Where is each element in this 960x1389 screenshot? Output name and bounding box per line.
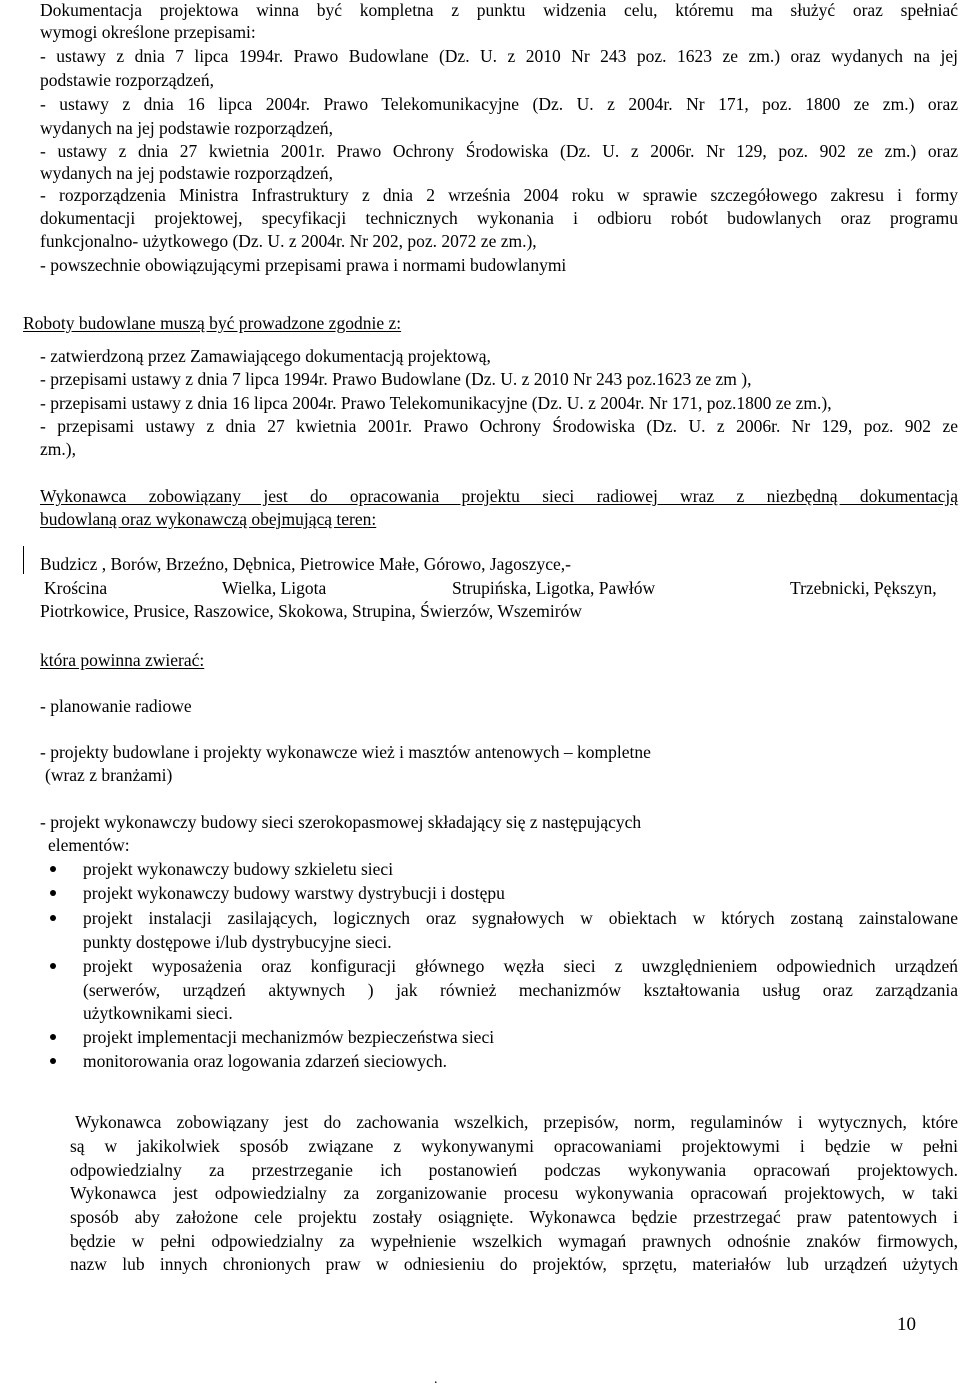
wykonawca-heading-line-1: Wykonawca zobowiązany jest do opracowania projektu sieci radiowej wraz z niezbędną dokumentacją (40, 486, 958, 506)
final-line-2: są w jakikolwiek sposób związane z wykonywanymi opracowaniami projektowymi i będzie w pełni (70, 1136, 958, 1156)
bullet-item-3a: projekt instalacji zasilających, logicznych oraz sygnałowych w obiektach w których zostaną zainstalowane (83, 908, 958, 928)
intro-line-7: - ustawy z dnia 27 kwietnia 2001r. Prawo Ochrony Środowiska (Dz. U. z 2006r. Nr 129, poz. 902 ze zm.) oraz (40, 141, 958, 161)
page-number: 10 (897, 1314, 916, 1335)
intro-line-9: - rozporządzenia Ministra Infrastruktury z dnia 2 września 2004 roku w sprawie szczegółowego zakresu i formy (40, 185, 958, 205)
bullet-icon (50, 915, 56, 921)
intro-line-11: funkcjonalno- użytkowego (Dz. U. z 2004r. Nr 202, poz. 2072 ze zm.), (40, 231, 537, 251)
bullet-item-4b: (serwerów, urządzeń aktywnych ) jak również mechanizmów kształtowania usług oraz zarządzania (83, 980, 958, 1000)
bullet-item-4a: projekt wyposażenia oraz konfiguracji głównego węzła sieci z uwzględnieniem odpowiednich urządzeń (83, 956, 958, 976)
intro-line-12: - powszechnie obowiązującymi przepisami prawa i normami budowlanymi (40, 255, 567, 275)
intro-line-5: - ustawy z dnia 16 lipca 2004r. Prawo Telekomunikacyjne (Dz. U. z 2004r. Nr 171, poz. 1800 ze zm.) oraz (40, 94, 958, 114)
places-line-3: Piotrkowice, Prusice, Raszowice, Skokowa, Strupina, Świerzów, Wszemirów (40, 601, 582, 621)
bullet-icon (50, 1034, 56, 1040)
scope-heading: która powinna zwierać: (40, 650, 205, 670)
final-line-1: Wykonawca zobowiązany jest do zachowania wszelkich, przepisów, norm, regulaminów i wytycznych, które (75, 1112, 958, 1132)
scope-item-3b: elementów: (48, 835, 130, 855)
bullet-item-4c: użytkownikami sieci. (83, 1003, 233, 1023)
intro-line-2: wymogi określone przepisami: (40, 22, 256, 42)
scope-item-2a: - projekty budowlane i projekty wykonawcze wież i masztów antenowych – kompletne (40, 742, 651, 762)
bullet-item-5: projekt implementacji mechanizmów bezpieczeństwa sieci (83, 1027, 495, 1047)
scope-item-2b: (wraz z branżami) (45, 765, 173, 785)
final-line-4: Wykonawca jest odpowiedzialny za zorganizowanie procesu wykonywania opracowań projektowych, w taki (70, 1183, 958, 1203)
bullet-icon (50, 963, 56, 969)
bullet-icon (50, 1058, 56, 1064)
final-line-7: nazw lub innych chronionych praw w odniesieniu do projektów, sprzętu, materiałów lub urządzeń użytych (70, 1254, 958, 1274)
bullet-icon (50, 890, 56, 896)
change-bar (23, 546, 24, 574)
intro-line-6: wydanych na jej podstawie rozporządzeń, (40, 118, 334, 138)
places-line-2d: Trzebnicki, Pększyn, (790, 578, 937, 598)
intro-line-10: dokumentacji projektowej, specyfikacji technicznych wykonania i odbioru robót budowlanych oraz programu (40, 208, 958, 228)
bullet-icon (50, 866, 56, 872)
footer-mark: . (434, 1372, 438, 1387)
roboty-line-5: zm.), (40, 439, 76, 459)
roboty-line-2: - przepisami ustawy z dnia 7 lipca 1994r. Prawo Budowlane (Dz. U. z 2010 Nr 243 poz.1623 ze zm ), (40, 369, 752, 389)
final-line-6: będzie w pełni odpowiedzialny za wypełnienie wszelkich wymagań prawnych odnośnie znaków firmowych, (70, 1231, 958, 1251)
roboty-line-4: - przepisami ustawy z dnia 27 kwietnia 2001r. Prawo Ochrony Środowiska (Dz. U. z 2006r. Nr 129, poz. 902 ze (40, 416, 958, 436)
intro-line-1: Dokumentacja projektowa winna być kompletna z punktu widzenia celu, któremu ma służyć oraz spełniać (40, 0, 958, 20)
roboty-heading: Roboty budowlane muszą być prowadzone zgodnie z: (23, 313, 402, 333)
scope-item-3a: - projekt wykonawczy budowy sieci szerokopasmowej składający się z następujących (40, 812, 642, 832)
intro-line-4: podstawie rozporządzeń, (40, 70, 214, 90)
bullet-item-2: projekt wykonawczy budowy warstwy dystrybucji i dostępu (83, 883, 505, 903)
wykonawca-heading-line-2: budowlaną oraz wykonawczą obejmującą teren: (40, 509, 377, 529)
document-page (23, 0, 958, 1389)
places-line-2a: Krościna (44, 578, 108, 598)
bullet-item-3b: punkty dostępowe i/lub dystrybucyjne sieci. (83, 932, 392, 952)
bullet-item-1: projekt wykonawczy budowy szkieletu sieci (83, 859, 394, 879)
intro-line-8: wydanych na jej podstawie rozporządzeń, (40, 163, 334, 183)
final-line-5: sposób aby założone cele projektu zostały osiągnięte. Wykonawca będzie przestrzegać praw patentowych i (70, 1207, 958, 1227)
intro-line-3: - ustawy z dnia 7 lipca 1994r. Prawo Budowlane (Dz. U. z 2010 Nr 243 poz. 1623 ze zm.) oraz wydanych na jej (40, 46, 958, 66)
final-line-3: odpowiedzialny za przestrzeganie ich postanowień podczas wykonywania opracowań projektowych. (70, 1160, 958, 1180)
roboty-line-1: - zatwierdzoną przez Zamawiającego dokumentacją projektową, (40, 346, 491, 366)
places-line-1: Budzicz , Borów, Brzeźno, Dębnica, Pietrowice Małe, Górowo, Jagoszyce,- (40, 554, 571, 574)
roboty-line-3: - przepisami ustawy z dnia 16 lipca 2004r. Prawo Telekomunikacyjne (Dz. U. z 2004r. Nr 171, poz.1800 ze zm.), (40, 393, 832, 413)
places-line-2b: Wielka, Ligota (222, 578, 327, 598)
scope-item-1: - planowanie radiowe (40, 696, 192, 716)
bullet-item-6: monitorowania oraz logowania zdarzeń sieciowych. (83, 1051, 447, 1071)
places-line-2c: Strupińska, Ligotka, Pawłów (452, 578, 656, 598)
